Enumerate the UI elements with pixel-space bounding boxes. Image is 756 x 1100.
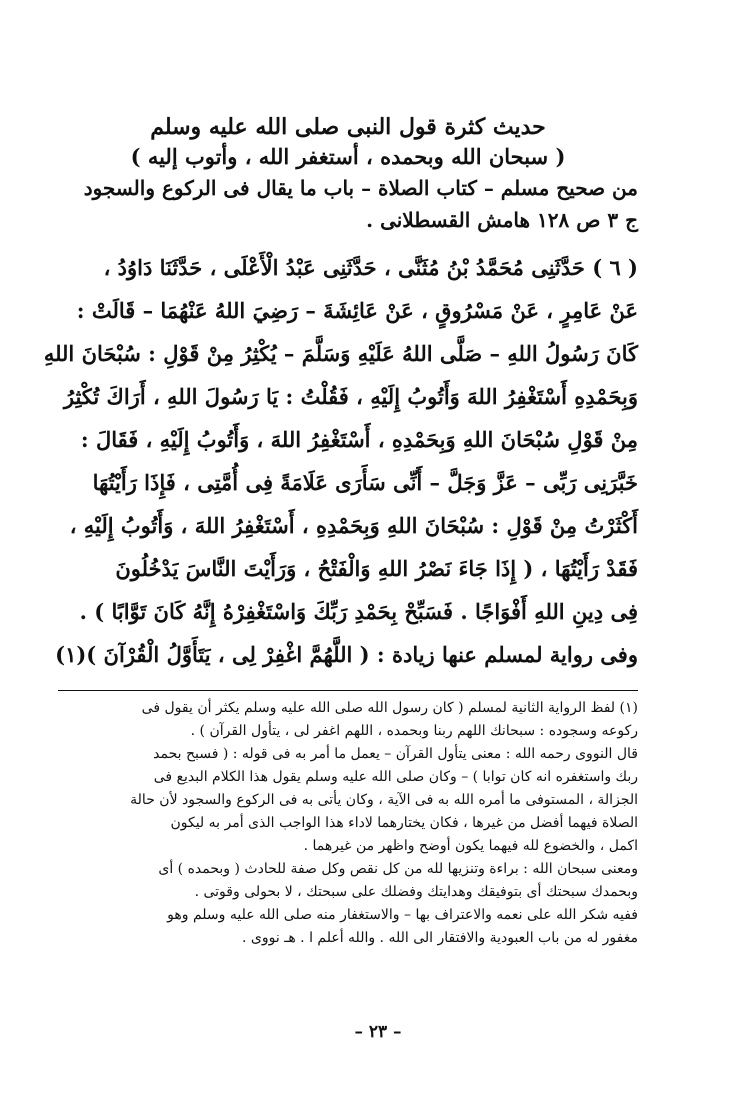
footnote-divider <box>58 690 638 691</box>
footnote-line: ربك واستغفره انه كان توابا ) – وكان صلى الله عليه وسلم يقول هذا الكلام البديع فى <box>153 769 638 785</box>
hadith-line: ( ٦ ) حَدَّثَنِى مُحَمَّدُ بْنُ مُثَنَّى ، حَدَّثَنِى عَبْدُ الْأَعْلَى ، حَدَّثَنَا دَاوُدُ ، <box>103 255 638 280</box>
source-volume-page: ج ٣ ص ١٢٨ هامش القسطلانى . <box>366 208 638 232</box>
hadith-title: حديث كثرة قول النبى صلى الله عليه وسلم <box>150 114 546 140</box>
footnote-line: ففيه شكر الله على نعمه والاعتراف بها – والاستغفار منه صلى الله عليه وسلم وهو <box>167 907 638 923</box>
hadith-line: مِنْ قَوْلِ سُبْحَانَ اللهِ وَبِحَمْدِهِ ، أَسْتَغْفِرُ اللهَ ، وَأَتُوبُ إِلَيْهِ ، فَقَالَ : <box>80 427 638 452</box>
hadith-line: أَكْثَرْتُ مِنْ قَوْلِ : سُبْحَانَ اللهِ وَبِحَمْدِهِ ، أَسْتَغْفِرُ اللهَ ، وَأَتُوبُ إِلَيْهِ ، <box>69 513 638 538</box>
footnote-line: ركوعه وسجوده : سبحانك اللهم ربنا وبحمده ، اللهم اغفر لى ، يتأول القرآن ) . <box>190 723 638 739</box>
hadith-line: كَانَ رَسُولُ اللهِ – صَلَّى اللهُ عَلَيْهِ وَسَلَّمَ – يُكْثِرُ مِنْ قَوْلِ : سُبْحَانَ اللهِ <box>43 341 638 366</box>
footnote-line: الصلاة فيهما أفضل من غيرها ، فكان يختارهما لاداء هذا الواجب الذى أمر به ليكون <box>170 815 638 831</box>
page-number: – ٢٣ – <box>354 1022 402 1042</box>
footnote-line: ومعنى سبحان الله : براءة وتنزيها لله من كل نقص وكل صفة للحادث ( وبحمده ) أى <box>158 861 638 877</box>
hadith-line: وفى رواية لمسلم عنها زيادة : ( اللَّهُمَّ اغْفِرْ لِى ، يَتَأَوَّلُ الْقُرْآنَ )(١) <box>55 642 638 667</box>
source-reference: من صحيح مسلم – كتاب الصلاة – باب ما يقال فى الركوع والسجود <box>83 176 638 200</box>
hadith-line: خَبَّرَنِى رَبِّى – عَزَّ وَجَلَّ – أَنِّى سَأَرَى عَلَامَةً فِى أُمَّتِى ، فَإِذَا رَأَيْتُهَا <box>92 470 638 495</box>
footnote-line: وبحمدك سبحتك أى بتوفيقك وهدايتك وفضلك على سبحتك ، لا بحولى وقوتى . <box>194 884 638 900</box>
hadith-text <box>43 246 638 676</box>
hadith-line: عَنْ عَامِرٍ ، عَنْ مَسْرُوقٍ ، عَنْ عَائِشَةَ – رَضِيَ اللهُ عَنْهُمَا – قَالَتْ : <box>76 298 638 323</box>
footnote-line: (١) لفظ الرواية الثانية لمسلم ( كان رسول الله صلى الله عليه وسلم يكثر أن يقول فى <box>141 700 638 716</box>
hadith-line: فِى دِينِ اللهِ أَفْوَاجًا . فَسَبِّحْ بِحَمْدِ رَبِّكَ وَاسْتَغْفِرْهُ إِنَّهُ كَانَ تَوَّابًا ) . <box>79 599 638 624</box>
hadith-line: فَقَدْ رَأَيْتُهَا ، ( إِذَا جَاءَ نَصْرُ اللهِ وَالْفَتْحُ ، وَرَأَيْتَ النَّاسَ يَدْخُلُونَ <box>115 556 638 581</box>
footnotes <box>58 697 638 950</box>
footnote-line: مغفور له من باب العبودية والافتقار الى الله . والله أعلم ا . هـ نووى . <box>242 930 638 946</box>
footnote-line: قال النووى رحمه الله : معنى يتأول القرآن – يعمل ما أمر به فى قوله : ( فسبح بحمد <box>153 746 638 762</box>
footnote-line: اكمل ، والخضوع لله فيهما يكون أوضح واظهر من غيرهما . <box>303 838 638 854</box>
footnote-line: الجزالة ، المستوفى ما أمره الله به فى الآية ، وكان يأتى به فى الركوع والسجود لأن حالة <box>130 792 638 808</box>
hadith-subtitle: ( سبحان الله وبحمده ، أستغفر الله ، وأتوب إليه ) <box>130 144 566 169</box>
hadith-line: وَبِحَمْدِهِ أَسْتَغْفِرُ اللهَ وَأَتُوبُ إِلَيْهِ ، فَقُلْتُ : يَا رَسُولَ اللهِ ، أَرَاكَ تُكْثِرُ <box>63 384 638 409</box>
